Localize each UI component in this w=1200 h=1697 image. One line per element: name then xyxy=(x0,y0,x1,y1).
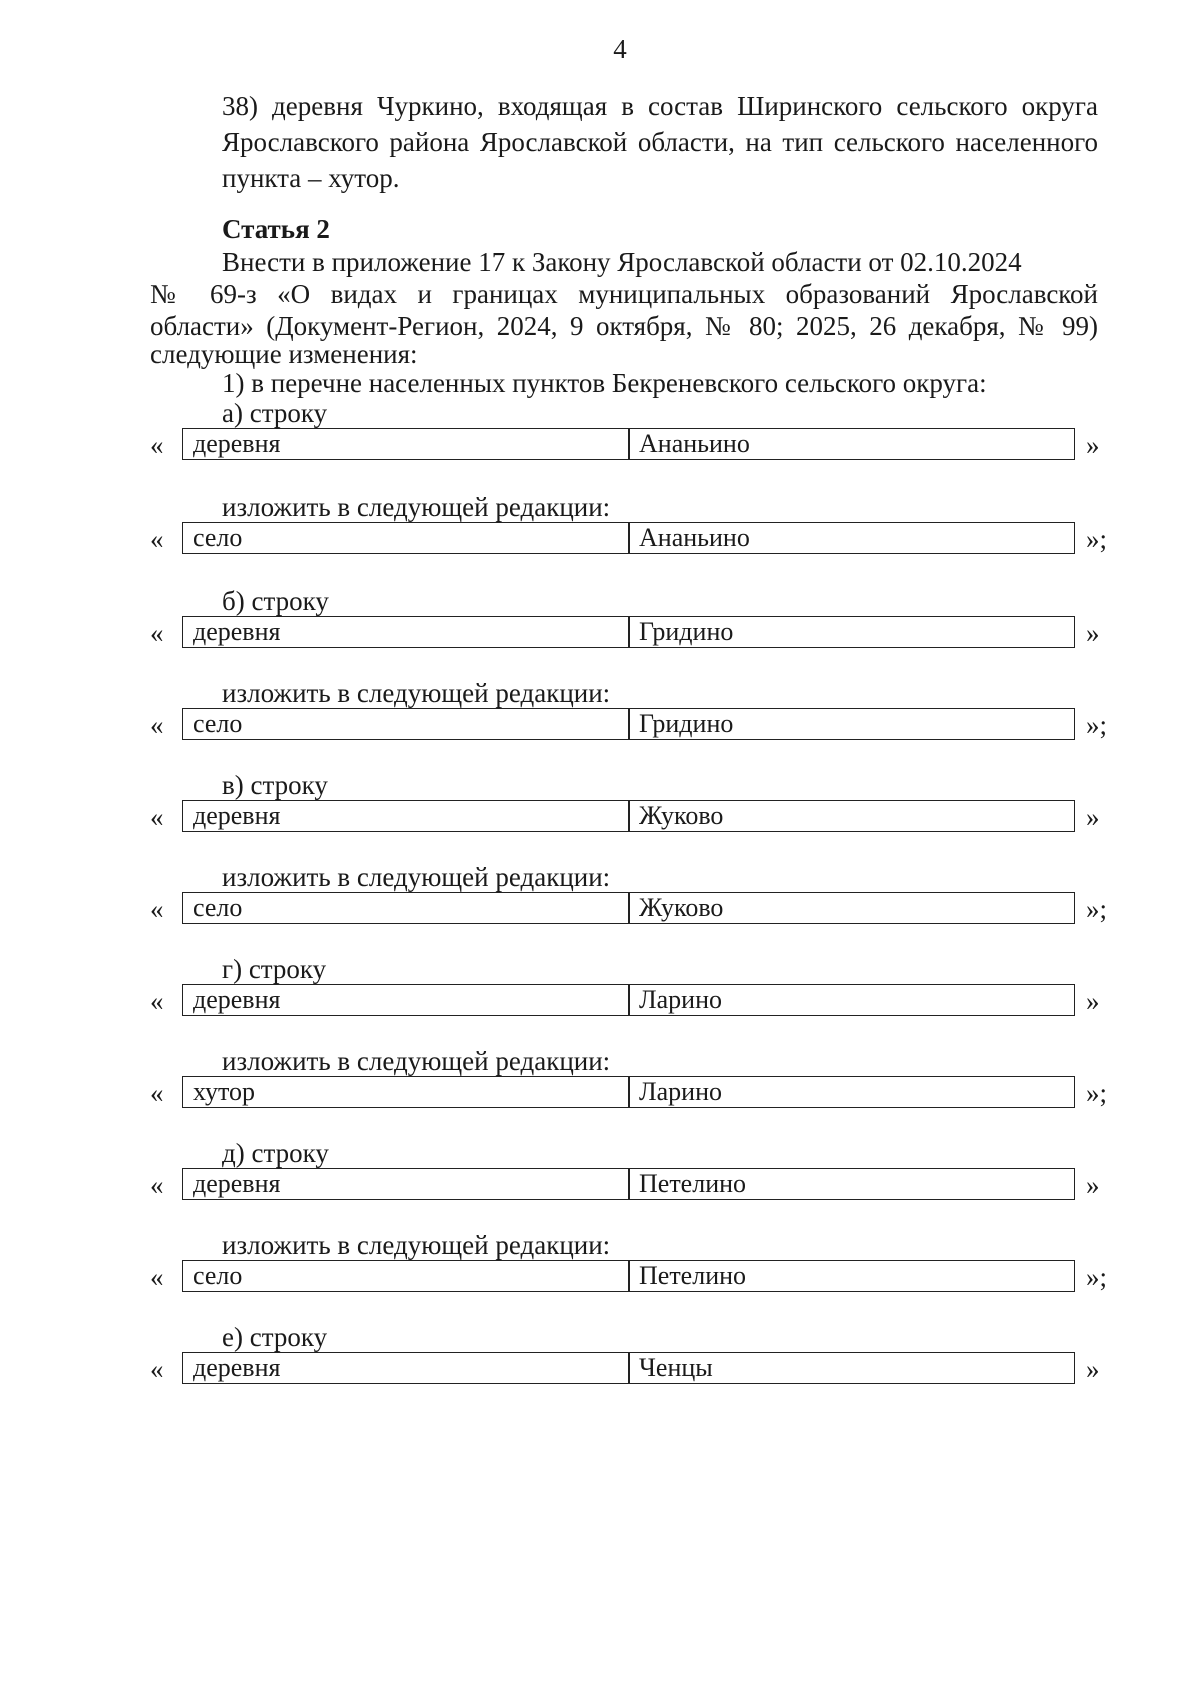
cell-type: село xyxy=(182,708,630,740)
quote-close: » xyxy=(1086,1170,1100,1200)
quote-open: « xyxy=(150,1262,164,1292)
article-text-line-4: следующие изменения: xyxy=(150,339,418,369)
change-d-old-row xyxy=(150,1168,1110,1202)
change-v-new-row xyxy=(150,892,1110,926)
quote-open: « xyxy=(150,1354,164,1384)
quote-close: »; xyxy=(1086,1078,1108,1108)
change-v-old-row xyxy=(150,800,1110,834)
quote-open: « xyxy=(150,894,164,924)
change-g-replace-label: изложить в следующей редакции: xyxy=(222,1046,611,1076)
change-a-new-row xyxy=(150,522,1110,556)
quote-close: » xyxy=(1086,986,1100,1016)
cell-name: Жуково xyxy=(628,800,1075,832)
change-d-replace-label: изложить в следующей редакции: xyxy=(222,1230,611,1260)
change-e-old-row xyxy=(150,1352,1110,1386)
cell-name: Гридино xyxy=(628,708,1075,740)
quote-open: « xyxy=(150,1078,164,1108)
item-1-text: 1) в перечне населенных пунктов Бекреневского сельского округа: xyxy=(222,368,987,398)
quote-close: » xyxy=(1086,430,1100,460)
cell-type: село xyxy=(182,1260,630,1292)
quote-open: « xyxy=(150,1170,164,1200)
cell-type: деревня xyxy=(182,1168,630,1200)
change-a-old-row xyxy=(150,428,1110,462)
quote-open: « xyxy=(150,430,164,460)
change-g-label: г) строку xyxy=(222,954,327,984)
quote-close: » xyxy=(1086,802,1100,832)
quote-open: « xyxy=(150,710,164,740)
quote-open: « xyxy=(150,986,164,1016)
change-g-new-row xyxy=(150,1076,1110,1110)
cell-name: Петелино xyxy=(628,1168,1075,1200)
cell-name: Петелино xyxy=(628,1260,1075,1292)
change-v-label: в) строку xyxy=(222,770,328,800)
quote-close: »; xyxy=(1086,894,1108,924)
change-b-label: б) строку xyxy=(222,586,329,616)
article-text-line-2: № 69-з «О видах и границах муниципальных образований Ярославской xyxy=(150,279,1098,309)
quote-open: « xyxy=(150,524,164,554)
article-heading: Статья 2 xyxy=(222,214,330,244)
quote-open: « xyxy=(150,618,164,648)
cell-type: деревня xyxy=(182,428,630,460)
cell-type: деревня xyxy=(182,984,630,1016)
change-g-old-row xyxy=(150,984,1110,1018)
article-text-line-3: области» (Документ-Регион, 2024, 9 октября, № 80; 2025, 26 декабря, № 99) xyxy=(150,311,1098,341)
change-a-label: а) строку xyxy=(222,398,328,428)
cell-type: деревня xyxy=(182,800,630,832)
change-b-replace-label: изложить в следующей редакции: xyxy=(222,678,611,708)
quote-close: »; xyxy=(1086,1262,1108,1292)
change-d-new-row xyxy=(150,1260,1110,1294)
cell-name: Ларино xyxy=(628,1076,1075,1108)
quote-close: » xyxy=(1086,1354,1100,1384)
item-38-paragraph xyxy=(150,88,1098,196)
quote-open: « xyxy=(150,802,164,832)
cell-name: Гридино xyxy=(628,616,1075,648)
quote-close: »; xyxy=(1086,710,1108,740)
change-d-label: д) строку xyxy=(222,1138,329,1168)
cell-type: село xyxy=(182,522,630,554)
item-38-text: 38) деревня Чуркино, входящая в состав Ширинского сельского округа Ярославского района Ярославской области, на тип сельского населенного пункта – хутор. xyxy=(222,91,1098,193)
article-text-line-1: Внести в приложение 17 к Закону Ярославской области от 02.10.2024 xyxy=(222,247,1022,277)
change-b-new-row xyxy=(150,708,1110,742)
page-number: 4 xyxy=(613,34,627,64)
quote-close: »; xyxy=(1086,524,1108,554)
cell-type: деревня xyxy=(182,616,630,648)
cell-name: Ларино xyxy=(628,984,1075,1016)
cell-name: Ананьино xyxy=(628,522,1075,554)
cell-type: хутор xyxy=(182,1076,630,1108)
cell-type: село xyxy=(182,892,630,924)
cell-name: Жуково xyxy=(628,892,1075,924)
cell-name: Ченцы xyxy=(628,1352,1075,1384)
change-v-replace-label: изложить в следующей редакции: xyxy=(222,862,611,892)
quote-close: » xyxy=(1086,618,1100,648)
cell-name: Ананьино xyxy=(628,428,1075,460)
change-a-replace-label: изложить в следующей редакции: xyxy=(222,492,611,522)
change-b-old-row xyxy=(150,616,1110,650)
change-e-label: е) строку xyxy=(222,1322,328,1352)
cell-type: деревня xyxy=(182,1352,630,1384)
